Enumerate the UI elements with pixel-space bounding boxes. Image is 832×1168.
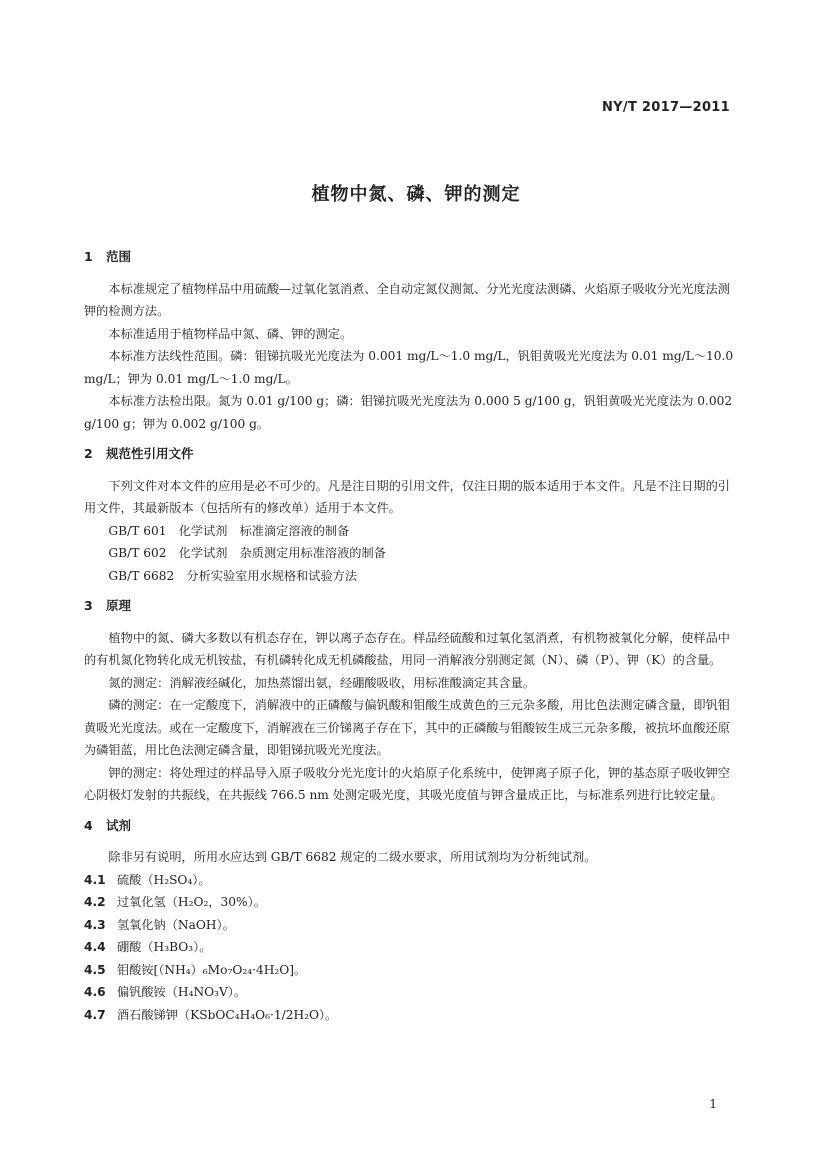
section-number: 3 xyxy=(84,598,93,613)
item-number: 4.3 xyxy=(84,917,106,932)
section-title: 原理 xyxy=(106,598,132,613)
reagent-item xyxy=(84,936,734,959)
reagent-item xyxy=(84,891,734,914)
item-text: 硼酸（H₃BO₃）。 xyxy=(117,940,212,954)
section-heading-scope xyxy=(84,246,734,269)
item-text: 偏钒酸铵（H₄NO₃V）。 xyxy=(117,985,247,999)
section-title: 范围 xyxy=(106,249,132,264)
section-heading-references xyxy=(84,443,734,466)
paragraph: 植物中的氮、磷大多数以有机态存在，钾以离子态存在。样品经硫酸和过氧化氢消煮，有机物被氧化分解，使样品中的有机氮化物转化成无机铵盐，有机磷转化成无机磷酸盐，用同一消解液分别测定氮（N）、磷（P）、钾（K）的含量。 xyxy=(84,630,730,667)
item-text: 氢氧化钠（NaOH）。 xyxy=(117,917,235,932)
reference-item: GB/T 601 化学试剂 标准滴定溶液的制备 xyxy=(108,523,350,538)
reagent-item xyxy=(84,981,734,1004)
section-number: 2 xyxy=(84,446,93,461)
paragraph: 除非另有说明，所用水应达到 GB/T 6682 规定的二级水要求，所用试剂均为分析纯试剂。 xyxy=(108,850,597,864)
paragraph: 本标准方法检出限。氮为 0.01 g/100 g；磷：钼锑抗吸光光度法为 0.000 5 g/100 g，钒钼黄吸光光度法为 0.002 g/100 g；钾为 0.002 g/100 g。 xyxy=(84,394,733,431)
paragraph: 本标准适用于植物样品中氮、磷、钾的测定。 xyxy=(108,326,353,341)
reagent-item xyxy=(84,1004,734,1027)
section-number: 1 xyxy=(84,249,93,264)
item-number: 4.2 xyxy=(84,895,106,909)
reagent-item xyxy=(84,869,734,892)
section-number: 4 xyxy=(84,817,93,833)
section-heading-principle xyxy=(84,595,734,618)
paragraph: 本标准方法线性范围。磷：钼锑抗吸光光度法为 0.001 mg/L～1.0 mg/L，钒钼黄吸光光度法为 0.01 mg/L～10.0 mg/L；钾为 0.01 mg/L～1.0 mg/L。 xyxy=(84,349,734,386)
section-heading-reagents xyxy=(84,815,734,838)
page-number: 1 xyxy=(709,1097,717,1111)
document-body xyxy=(84,246,734,1026)
item-text: 钼酸铵[（NH₄）₆Mo₇O₂₄·4H₂O]。 xyxy=(117,962,307,977)
section-title: 试剂 xyxy=(106,817,132,833)
reagent-item xyxy=(84,914,734,937)
paragraph: 下列文件对本文件的应用是必不可少的。凡是注日期的引用文件，仅注日期的版本适用于本文件。凡是不注日期的引用文件，其最新版本（包括所有的修改单）适用于本文件。 xyxy=(84,478,730,515)
paragraph: 磷的测定：在一定酸度下，消解液中的正磷酸与偏钒酸和钼酸生成黄色的三元杂多酸，用比色法测定磷含量，即钒钼黄吸光光度法。或在一定酸度下，消解液在三价锑离子存在下，其中的正磷酸与钼酸铵生成三元杂多酸，被抗坏血酸还原为磷钼蓝，用比色法测定磷含量，即钼锑抗吸光光度法。 xyxy=(84,698,730,757)
item-number: 4.6 xyxy=(84,985,106,999)
reference-item: GB/T 602 化学试剂 杂质测定用标准溶液的制备 xyxy=(108,546,386,560)
standard-number: NY/T 2017—2011 xyxy=(602,100,730,115)
item-number: 4.4 xyxy=(84,940,106,954)
item-text: 硫酸（H₂SO₄）。 xyxy=(117,872,211,887)
paragraph: 氮的测定：消解液经碱化，加热蒸馏出氨，经硼酸吸收，用标准酸滴定其含量。 xyxy=(108,675,535,690)
item-number: 4.1 xyxy=(84,872,106,887)
reagent-item xyxy=(84,959,734,982)
section-title: 规范性引用文件 xyxy=(106,446,194,461)
document-title: 植物中氮、磷、钾的测定 xyxy=(311,184,521,205)
item-text: 过氧化氢（H₂O₂，30%）。 xyxy=(117,895,266,909)
paragraph: 本标准规定了植物样品中用硫酸—过氧化氢消煮、全自动定氮仪测氮、分光光度法测磷、火焰原子吸收分光光度法测钾的检测方法。 xyxy=(84,281,730,318)
item-text: 酒石酸锑钾（KSbOC₄H₄O₆·1/2H₂O）。 xyxy=(117,1007,338,1022)
paragraph: 钾的测定：将处理过的样品导入原子吸收分光光度计的火焰原子化系统中，使钾离子原子化，钾的基态原子吸收钾空心阴极灯发射的共振线，在共振线 766.5 nm 处测定吸光度，其吸光度值与钾含量成正比，与标准系列进行比较定量。 xyxy=(84,765,730,802)
reference-item: GB/T 6682 分析实验室用水规格和试验方法 xyxy=(108,568,358,583)
item-number: 4.5 xyxy=(84,962,106,977)
item-number: 4.7 xyxy=(84,1007,106,1022)
